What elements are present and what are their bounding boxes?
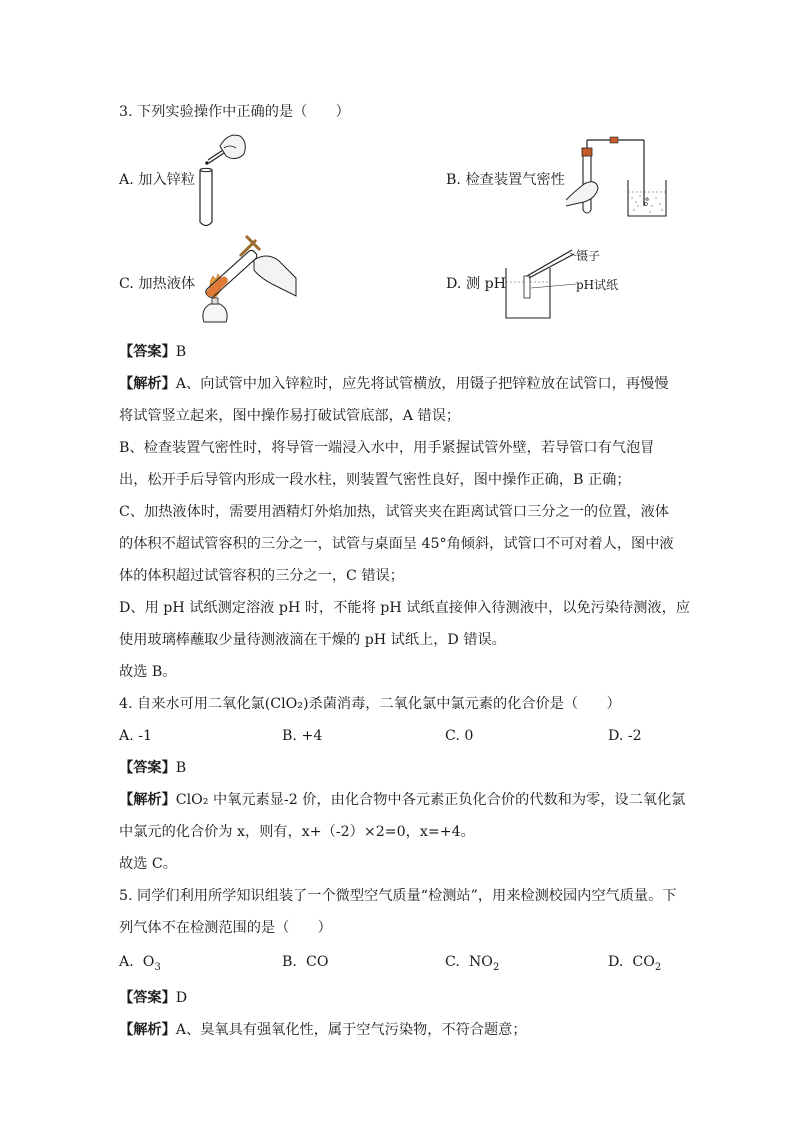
formula-subscript: 2 <box>492 961 500 973</box>
formula: CO <box>305 954 329 970</box>
q3-answer <box>119 342 186 362</box>
answer-label: 【答案】 <box>119 990 176 1006</box>
figure-b-airtightness <box>566 136 678 220</box>
option-letter: B. <box>282 954 297 970</box>
analysis-label: 【解析】 <box>119 1022 176 1038</box>
answer-label: 【答案】 <box>119 760 176 776</box>
q3-option-d: D. 测 pH <box>446 276 507 292</box>
analysis-label: 【解析】 <box>119 376 176 392</box>
analysis-label: 【解析】 <box>119 792 176 808</box>
q5-answer <box>119 988 187 1008</box>
q5-option-b <box>282 952 328 972</box>
q3-conclusion: 故选 B。 <box>119 664 177 680</box>
q4-conclusion: 故选 C。 <box>119 856 177 872</box>
q4-option-c: C. 0 <box>445 728 474 744</box>
tweezers-label: 镊子 <box>576 249 601 263</box>
figure-c-heating <box>196 230 298 330</box>
q3-analysis-line-8: D、用 pH 试纸测定溶液 pH 时，不能将 pH 试纸直接伸入待测液中，以免污染待测液，应 <box>119 600 690 616</box>
q4-option-d: D. -2 <box>608 728 642 744</box>
q3-option-b: B. 检查装置气密性 <box>446 172 565 188</box>
q4-option-a: A. -1 <box>119 728 153 744</box>
q4-option-b: B. +4 <box>282 728 323 744</box>
q4-analysis-line-2: 中氯元的化合价为 x，则有，x+（-2）×2=0，x=+4。 <box>119 824 475 840</box>
option-letter: C. <box>445 954 460 970</box>
q3-analysis-line-3: B、检查装置气密性时，将导管一端浸入水中，用手紧握试管外壁，若导管口有气泡冒 <box>119 440 655 456</box>
formula: CO <box>632 954 655 970</box>
q3-analysis-line-7: 体的体积超过试管容积的三分之一，C 错误； <box>119 568 404 584</box>
option-letter: A. <box>119 954 134 970</box>
q4-stem: 4. 自来水可用二氧化氯(ClO₂)杀菌消毒，二氧化氯中氯元素的化合价是（ ） <box>119 696 621 712</box>
q5-stem-line-2: 列气体不在检测范围的是（ ） <box>119 920 332 936</box>
formula: NO <box>468 954 493 970</box>
analysis-text: A、向试管中加入锌粒时，应先将试管横放，用镊子把锌粒放在试管口，再慢慢 <box>175 376 669 392</box>
q3-analysis-line-6: 的体积不超试管容积的三分之一，试管与桌面呈 45°角倾斜，试管口不可对着人，图中液 <box>119 536 674 552</box>
q3-analysis-line-9: 使用玻璃棒蘸取少量待测液滴在干燥的 pH 试纸上，D 错误。 <box>119 632 506 648</box>
option-letter: D. <box>608 954 624 970</box>
q5-option-d <box>608 952 661 978</box>
analysis-text: A、臭氧具有强氧化性，属于空气污染物，不符合题意； <box>175 1022 527 1038</box>
analysis-text: ClO₂ 中氧元素显-2 价，由化合物中各元素正负化合价的代数和为零，设二氧化氯 <box>175 792 686 808</box>
q3-analysis-line-2: 将试管竖立起来，图中操作易打破试管底部，A 错误； <box>119 408 461 424</box>
q4-answer <box>119 758 186 778</box>
q4-analysis-line-1 <box>119 790 685 810</box>
answer-value: B <box>175 760 187 776</box>
figure-a-zinc-tube <box>190 126 250 230</box>
q3-analysis-line-5: C、加热液体时，需要用酒精灯外焰加热，试管夹夹在距离试管口三分之一的位置，液体 <box>119 504 669 520</box>
formula: O <box>142 954 155 970</box>
figure-d-ph-test <box>500 246 640 320</box>
q3-option-c: C. 加热液体 <box>119 276 196 292</box>
answer-label: 【答案】 <box>119 344 176 360</box>
q3-option-a: A. 加入锌粒 <box>119 172 196 188</box>
ph-paper-label: pH试纸 <box>576 278 619 292</box>
q3-stem: 3. 下列实验操作中正确的是（ ） <box>119 104 350 120</box>
q5-option-c <box>445 952 499 978</box>
answer-value: B <box>175 344 187 360</box>
q5-analysis-line-1 <box>119 1020 527 1040</box>
formula-subscript: 2 <box>654 961 662 973</box>
answer-value: D <box>175 990 188 1006</box>
q3-analysis-line-4: 出，松开手后导管内形成一段水柱，则装置气密性良好，图中操作正确，B 正确； <box>119 472 631 488</box>
q5-option-a <box>119 952 161 978</box>
q3-analysis-line-1 <box>119 374 668 394</box>
formula-subscript: 3 <box>154 961 161 973</box>
q5-stem-line-1: 5. 同学们利用所学知识组装了一个微型空气质量“检测站”，用来检测校园内空气质量。下 <box>119 888 677 904</box>
